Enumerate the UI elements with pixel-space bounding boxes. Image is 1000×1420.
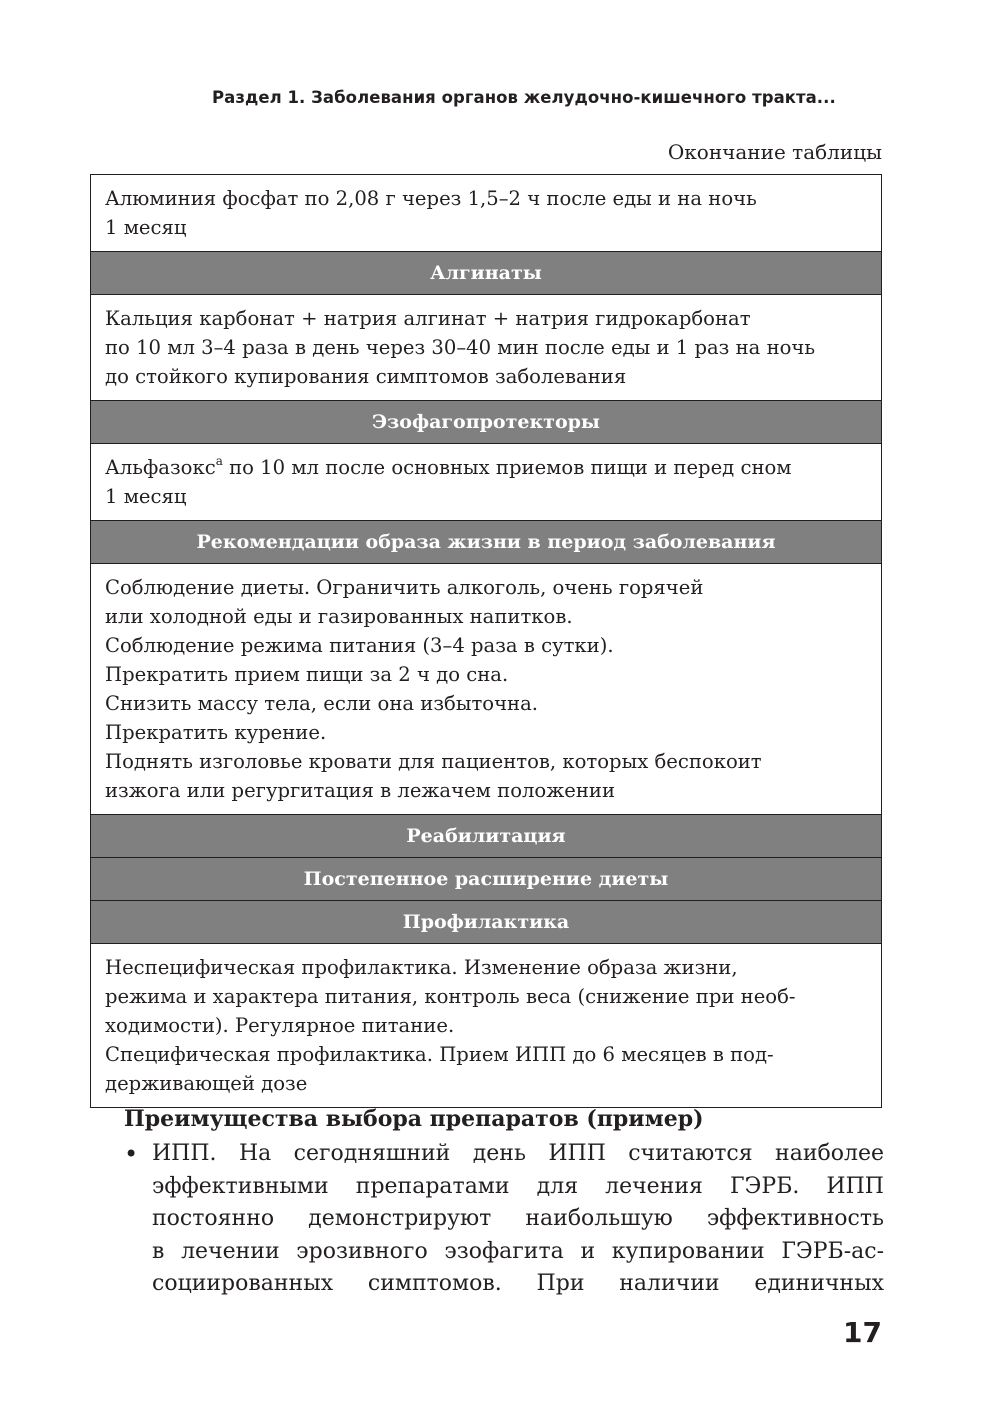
treatment-table	[90, 174, 882, 1108]
table-header-lifestyle: Рекомендации образа жизни в период заболевания	[91, 521, 881, 564]
paragraph-line: постоянно демонстрируют наибольшую эффективность	[152, 1206, 884, 1231]
table-text-line: по 10 мл 3–4 раза в день через 30–40 мин после еды и 1 раз на ночь	[105, 336, 816, 359]
bullet-marker: •	[124, 1140, 139, 1168]
table-text-line: Снизить массу тела, если она избыточна.	[105, 692, 539, 715]
table-text-line: 1 месяц	[105, 485, 187, 508]
table-text-line: режима и характера питания, контроль веса (снижение при необ-	[105, 985, 796, 1008]
table-text-line: изжога или регургитация в лежачем положении	[105, 779, 616, 802]
paragraph-line: ИПП. На сегодняшний день ИПП считаются наиболее	[152, 1141, 884, 1166]
table-header-prevention: Профилактика	[91, 901, 881, 944]
table-text-line	[105, 453, 867, 482]
table-text-line: ходимости). Регулярное питание.	[105, 1014, 455, 1037]
table-caption: Окончание таблицы	[667, 140, 882, 164]
table-text-line: до стойкого купирования симптомов заболевания	[105, 365, 627, 388]
table-text-line: Прекратить прием пищи за 2 ч до сна.	[105, 663, 509, 686]
bullet-text	[152, 1138, 884, 1301]
table-text-line: Соблюдение режима питания (3–4 раза в сутки).	[105, 634, 614, 657]
table-header-diet-expansion: Постепенное расширение диеты	[91, 858, 881, 901]
paragraph-line: эффективными препаратами для лечения ГЭРБ. ИПП	[152, 1173, 884, 1199]
table-text-line: Неспецифическая профилактика. Изменение образа жизни,	[105, 956, 738, 979]
bullet-item	[124, 1138, 884, 1301]
table-text-line: Специфическая профилактика. Прием ИПП до 6 месяцев в под-	[105, 1043, 774, 1066]
table-text-line: или холодной еды и газированных напитков.	[105, 605, 573, 628]
footnote-mark: а	[215, 454, 223, 468]
section-title: Преимущества выбора препаратов (пример)	[124, 1106, 704, 1132]
table-row-aluminium	[91, 175, 881, 252]
table-text-line: Алюминия фосфат по 2,08 г через 1,5–2 ч после еды и на ночь	[105, 187, 757, 210]
table-text-line: Поднять изголовье кровати для пациентов, которых беспокоит	[105, 750, 762, 773]
paragraph-line: в лечении эрозивного эзофагита и купировании ГЭРБ-ас-	[152, 1238, 884, 1264]
table-row-alginates	[91, 295, 881, 401]
table-header-rehabilitation: Реабилитация	[91, 815, 881, 858]
table-row-lifestyle	[91, 564, 881, 815]
drug-name: Альфазокс	[105, 456, 216, 479]
table-text-line: Кальция карбонат + натрия алгинат + натрия гидрокарбонат	[105, 307, 751, 330]
table-row-prevention	[91, 944, 881, 1107]
table-header-esophagoprotectors: Эзофагопротекторы	[91, 401, 881, 444]
table-row-alfazox	[91, 444, 881, 521]
table-text-line: держивающей дозе	[105, 1072, 308, 1095]
table-text-line: 1 месяц	[105, 216, 187, 239]
paragraph-line: социированных симптомов. При наличии единичных	[152, 1271, 884, 1296]
page-number: 17	[843, 1316, 882, 1349]
running-head: Раздел 1. Заболевания органов желудочно-кишечного тракта...	[212, 88, 836, 107]
dosage-text: по 10 мл после основных приемов пищи и перед сном	[222, 456, 792, 479]
table-text-line: Прекратить курение.	[105, 721, 327, 744]
table-text-line: Соблюдение диеты. Ограничить алкоголь, очень горячей	[105, 576, 704, 599]
table-header-alginates: Алгинаты	[91, 252, 881, 295]
